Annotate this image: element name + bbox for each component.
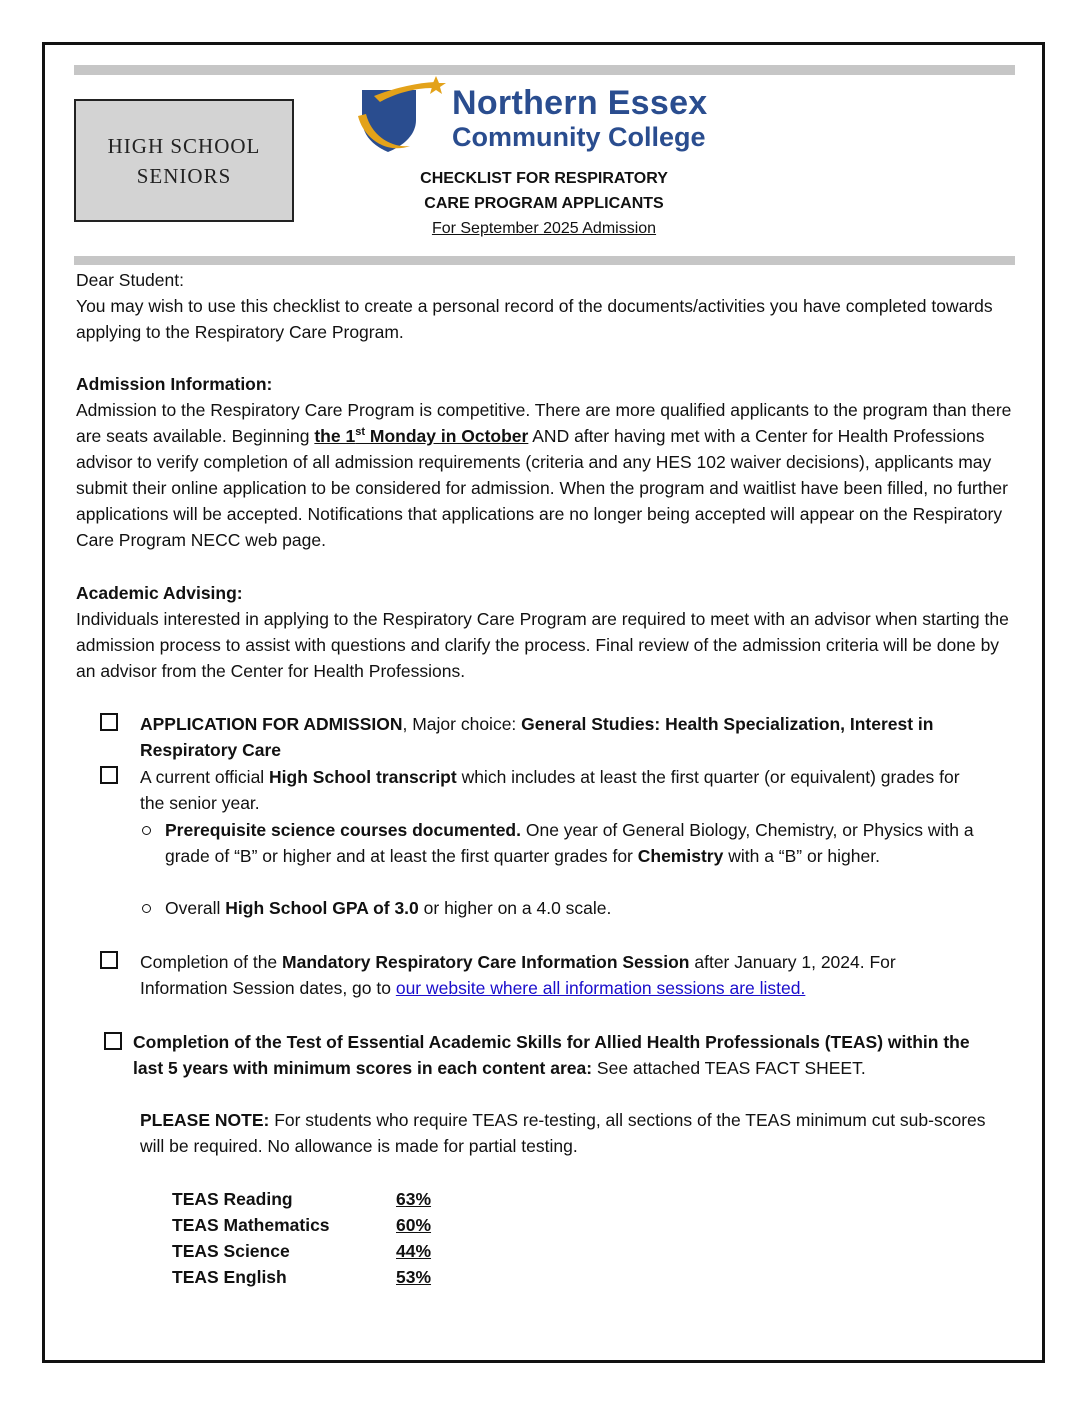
checkbox-application[interactable] [100, 713, 118, 731]
teas-score-value: 63% [396, 1189, 432, 1209]
checklist-item-transcript: A current official High School transcript which includes at least the first quarter (or equivalent) grades for the senior year. [140, 767, 960, 813]
audience-box [74, 99, 294, 222]
checkbox-teas[interactable] [104, 1032, 122, 1050]
logo-name-line2: Community College [452, 122, 706, 152]
checklist-item-teas: Completion of the Test of Essential Academic Skills for Allied Health Professionals (TEAS) within the last 5 years with minimum scores in each content area: See attached TEAS FACT SHEET. [133, 1032, 970, 1078]
checkbox-transcript[interactable] [100, 766, 118, 784]
teas-score-value: 44% [396, 1241, 432, 1261]
info-session-link[interactable]: our website where all information sessions are listed. [395, 978, 806, 998]
admission-heading: Admission Information: [76, 374, 273, 394]
intro-section [76, 267, 1016, 345]
advising-section [76, 580, 1016, 684]
logo-name-line1: Northern Essex [452, 84, 708, 122]
teas-score-name: TEAS Mathematics [172, 1215, 330, 1235]
checklist-item-info-session: Completion of the Mandatory Respiratory Care Information Session after January 1, 2024. For Information Session dates, go to our website where all information sessions are listed. [140, 952, 896, 998]
admission-body: Admission to the Respiratory Care Program is competitive. There are more qualified applicants to the program than there are seats available. Beginning the 1st Monday in October AND after having met with a Center for Health Professions advisor to verify completion of all admission requirements (criteria and any HES 102 waiver decisions), applicants may submit their online application to be considered for admission. When the program and waitlist have been filled, no further applications will be accepted. Notifications that applications are no longer being accepted will appear on the Respiratory Care Program NECC web page. [76, 400, 1012, 550]
document-title [400, 166, 688, 241]
checklist-item-application: APPLICATION FOR ADMISSION, Major choice: General Studies: Health Specialization, Interest in Respiratory Care [140, 714, 934, 760]
audience-label: HIGH SCHOOL SENIORS [107, 133, 261, 188]
advising-body: Individuals interested in applying to the Respiratory Care Program are required to meet with an advisor when starting the admission process to assist with questions and clarify the process. Final review of the admission criteria will be done by an advisor from the Center for Health Professions. [76, 609, 1009, 681]
bullet-icon [142, 904, 151, 913]
teas-score-value: 60% [396, 1215, 432, 1235]
please-note: PLEASE NOTE: For students who require TEAS re-testing, all sections of the TEAS minimum cut sub-scores will be required. No allowance is made for partial testing. [140, 1110, 986, 1156]
sub-item-gpa: Overall High School GPA of 3.0 or higher on a 4.0 scale. [165, 898, 612, 918]
top-divider [74, 65, 1015, 75]
greeting: Dear Student: [76, 270, 184, 290]
title-line2: CARE PROGRAM APPLICANTS [424, 195, 664, 212]
teas-score-value: 53% [396, 1267, 432, 1287]
middle-divider [74, 256, 1015, 265]
checkbox-info-session[interactable] [100, 951, 118, 969]
college-logo [354, 76, 744, 156]
sub-item-science: Prerequisite science courses documented. One year of General Biology, Chemistry, or Physics with a grade of “B” or higher and at least the first quarter grades for Chemistry with a “B” or higher. [165, 820, 974, 866]
teas-score-name: TEAS English [172, 1267, 287, 1287]
college-shield-icon [354, 76, 450, 156]
bullet-icon [142, 826, 151, 835]
title-line3: For September 2025 Admission [431, 220, 657, 237]
title-line1: CHECKLIST FOR RESPIRATORY [420, 170, 668, 187]
advising-heading: Academic Advising: [76, 583, 243, 603]
teas-score-name: TEAS Science [172, 1241, 290, 1261]
intro-body: You may wish to use this checklist to create a personal record of the documents/activities you have completed towards applying to the Respiratory Care Program. [76, 296, 993, 342]
teas-score-name: TEAS Reading [172, 1189, 293, 1209]
admission-section [76, 371, 1016, 553]
